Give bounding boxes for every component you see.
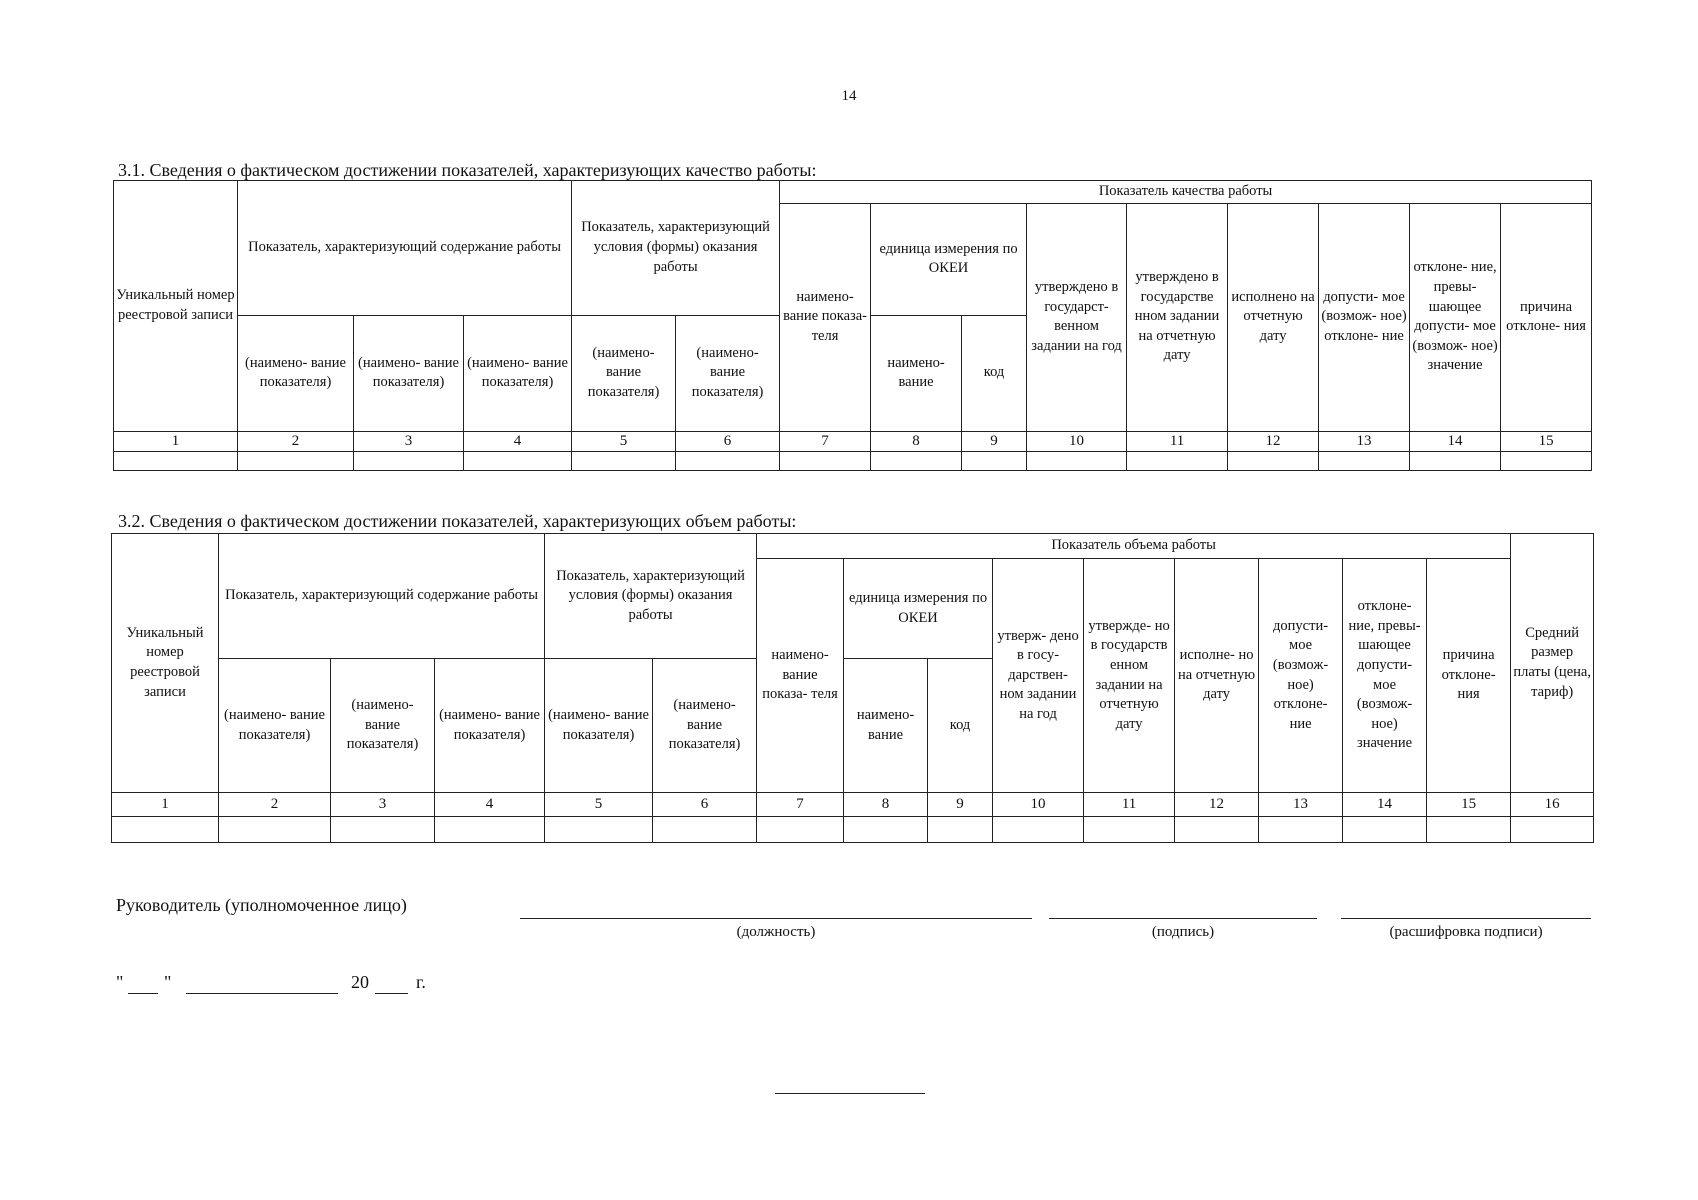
okei-name-header: наимено- вание	[871, 315, 962, 431]
section-2-title: 3.2. Сведения о фактическом достижении показателей, характеризующих объем работы:	[118, 511, 797, 531]
column-number: 5	[545, 793, 653, 817]
approved-year-header: утверждено в государст- венном задании на год	[1027, 203, 1127, 431]
month-line[interactable]	[186, 993, 338, 994]
column-number: 6	[676, 431, 780, 451]
empty-cell[interactable]	[928, 817, 993, 843]
subheader-name: (наимено- вание показателя)	[676, 315, 780, 431]
column-number: 8	[871, 431, 962, 451]
empty-cell[interactable]	[1259, 817, 1343, 843]
table-row	[112, 817, 1594, 843]
subheader-name: (наимено- вание показателя)	[219, 659, 331, 793]
position-line[interactable]	[520, 918, 1032, 919]
column-number: 13	[1259, 793, 1343, 817]
empty-cell[interactable]	[1511, 817, 1594, 843]
excess-deviation-header: отклоне- ние, превы- шающее допусти- мое (возмож- ное) значение	[1410, 203, 1501, 431]
subheader-name: (наимено- вание показателя)	[653, 659, 757, 793]
empty-cell[interactable]	[871, 451, 962, 470]
column-number: 15	[1427, 793, 1511, 817]
position-caption: (должность)	[736, 924, 816, 940]
year-prefix: 20	[351, 972, 369, 992]
unique-number-header: Уникальный номер реестровой записи	[112, 534, 219, 793]
empty-cell[interactable]	[114, 451, 238, 470]
empty-cell[interactable]	[572, 451, 676, 470]
column-number: 7	[780, 431, 871, 451]
subheader-name: (наимено- вание показателя)	[331, 659, 435, 793]
empty-cell[interactable]	[1343, 817, 1427, 843]
column-number: 11	[1127, 431, 1228, 451]
column-number: 4	[435, 793, 545, 817]
column-number: 10	[993, 793, 1084, 817]
column-number: 3	[354, 431, 464, 451]
column-number: 8	[844, 793, 928, 817]
okei-name-header: наимено- вание	[844, 659, 928, 793]
indicator-name-header: наимено- вание показа- теля	[780, 203, 871, 431]
column-number: 12	[1228, 431, 1319, 451]
empty-cell[interactable]	[238, 451, 354, 470]
column-number: 10	[1027, 431, 1127, 451]
year-line[interactable]	[375, 993, 408, 994]
empty-cell[interactable]	[1427, 817, 1511, 843]
column-number: 11	[1084, 793, 1175, 817]
quality-table	[113, 180, 1592, 471]
column-number: 2	[238, 431, 354, 451]
volume-group-header: Показатель объема работы	[757, 534, 1511, 559]
column-number: 3	[331, 793, 435, 817]
subheader-name: (наимено- вание показателя)	[572, 315, 676, 431]
column-number: 14	[1343, 793, 1427, 817]
signature-decode-line[interactable]	[1341, 918, 1591, 919]
column-number: 14	[1410, 431, 1501, 451]
quality-group-header: Показатель качества работы	[780, 181, 1592, 204]
signature-line[interactable]	[1049, 918, 1317, 919]
column-number: 1	[112, 793, 219, 817]
empty-cell[interactable]	[1084, 817, 1175, 843]
column-number: 5	[572, 431, 676, 451]
okei-unit-header: единица измерения по ОКЕИ	[844, 559, 993, 659]
empty-cell[interactable]	[757, 817, 844, 843]
excess-deviation-header: отклоне- ние, превы- шающее допусти- мое (возмож- ное) значение	[1343, 559, 1427, 793]
column-number: 1	[114, 431, 238, 451]
signature-decode-caption: (расшифровка подписи)	[1389, 924, 1543, 940]
approved-date-header: утверждено в государстве нном задании на отчетную дату	[1127, 203, 1228, 431]
conditions-indicator-header: Показатель, характеризующий условия (формы) оказания работы	[545, 534, 757, 659]
empty-cell[interactable]	[354, 451, 464, 470]
executed-header: исполне- но на отчетную дату	[1175, 559, 1259, 793]
volume-table	[111, 533, 1594, 843]
allowed-deviation-header: допусти- мое (возмож- ное) отклоне- ние	[1319, 203, 1410, 431]
okei-unit-header: единица измерения по ОКЕИ	[871, 203, 1027, 315]
subheader-name: (наимено- вание показателя)	[545, 659, 653, 793]
empty-cell[interactable]	[219, 817, 331, 843]
empty-cell[interactable]	[464, 451, 572, 470]
empty-cell[interactable]	[1027, 451, 1127, 470]
signature-caption: (подпись)	[1151, 924, 1215, 940]
column-number: 12	[1175, 793, 1259, 817]
date-quote-close: "	[164, 972, 172, 992]
approved-year-header: утверж- дено в госу- дарствен- ном задании на год	[993, 559, 1084, 793]
avg-fee-header: Средний размер платы (цена, тариф)	[1511, 534, 1594, 793]
empty-cell[interactable]	[780, 451, 871, 470]
column-number: 13	[1319, 431, 1410, 451]
empty-cell[interactable]	[676, 451, 780, 470]
empty-cell[interactable]	[653, 817, 757, 843]
day-line[interactable]	[128, 993, 158, 994]
date-quote-open: "	[116, 972, 124, 992]
empty-cell[interactable]	[545, 817, 653, 843]
empty-cell[interactable]	[435, 817, 545, 843]
empty-cell[interactable]	[331, 817, 435, 843]
empty-cell[interactable]	[1127, 451, 1228, 470]
okei-code-header: код	[962, 315, 1027, 431]
empty-cell[interactable]	[112, 817, 219, 843]
footer-separator	[775, 1093, 925, 1094]
section-1-title: 3.1. Сведения о фактическом достижении показателей, характеризующих качество работы:	[118, 160, 817, 180]
subheader-name: (наимено- вание показателя)	[435, 659, 545, 793]
column-number: 16	[1511, 793, 1594, 817]
unique-number-header: Уникальный номер реестровой записи	[114, 181, 238, 432]
deviation-reason-header: причина отклоне- ния	[1427, 559, 1511, 793]
empty-cell[interactable]	[993, 817, 1084, 843]
subheader-name: (наимено- вание показателя)	[238, 315, 354, 431]
empty-cell[interactable]	[1319, 451, 1410, 470]
indicator-name-header: наимено- вание показа- теля	[757, 559, 844, 793]
empty-cell[interactable]	[1228, 451, 1319, 470]
empty-cell[interactable]	[1501, 451, 1592, 470]
column-number: 2	[219, 793, 331, 817]
signatory-label: Руководитель (уполномоченное лицо)	[116, 895, 407, 915]
column-number: 4	[464, 431, 572, 451]
subheader-name: (наимено- вание показателя)	[464, 315, 572, 431]
column-number: 15	[1501, 431, 1592, 451]
column-number: 7	[757, 793, 844, 817]
content-indicator-header: Показатель, характеризующий содержание работы	[238, 181, 572, 316]
content-indicator-header: Показатель, характеризующий содержание работы	[219, 534, 545, 659]
column-number: 9	[962, 431, 1027, 451]
conditions-indicator-header: Показатель, характеризующий условия (формы) оказания работы	[572, 181, 780, 316]
table-row	[114, 451, 1592, 470]
year-suffix: г.	[416, 972, 426, 992]
executed-header: исполнено на отчетную дату	[1228, 203, 1319, 431]
deviation-reason-header: причина отклоне- ния	[1501, 203, 1592, 431]
empty-cell[interactable]	[962, 451, 1027, 470]
subheader-name: (наимено- вание показателя)	[354, 315, 464, 431]
allowed-deviation-header: допусти- мое (возмож- ное) отклоне- ние	[1259, 559, 1343, 793]
column-number: 9	[928, 793, 993, 817]
empty-cell[interactable]	[1410, 451, 1501, 470]
approved-date-header: утвержде- но в государств енном задании на отчетную дату	[1084, 559, 1175, 793]
empty-cell[interactable]	[1175, 817, 1259, 843]
empty-cell[interactable]	[844, 817, 928, 843]
okei-code-header: код	[928, 659, 993, 793]
page-number: 14	[841, 88, 857, 104]
column-number: 6	[653, 793, 757, 817]
